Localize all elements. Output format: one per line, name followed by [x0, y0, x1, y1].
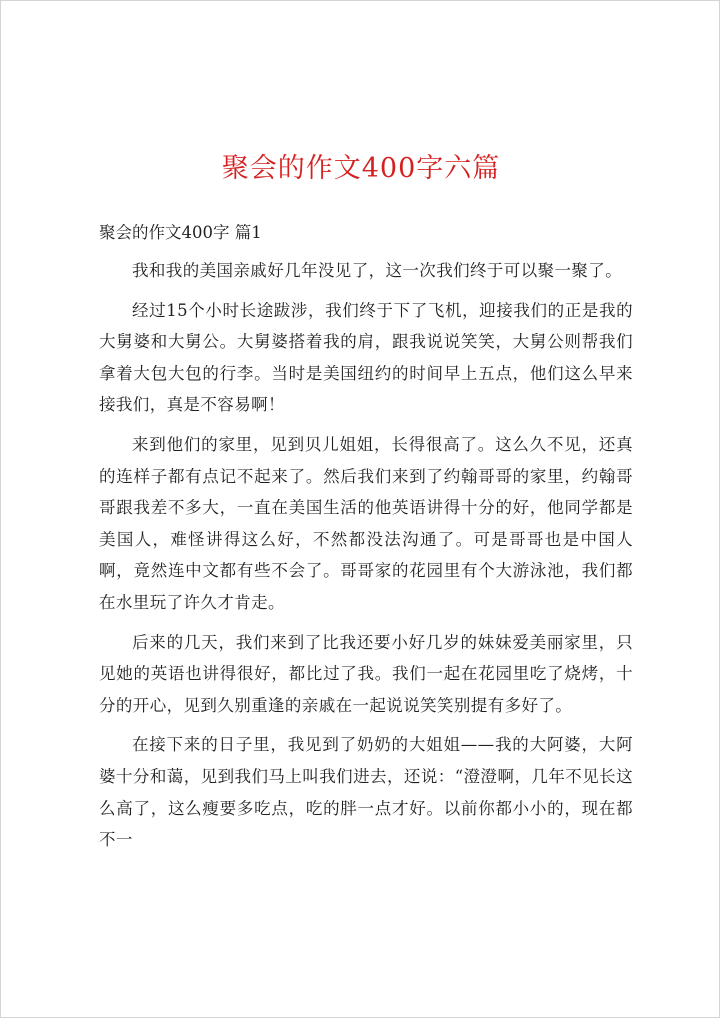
- document-title: 聚会的作文400字六篇: [221, 153, 501, 184]
- paragraph: 我和我的美国亲戚好几年没见了，这一次我们终于可以聚一聚了。: [132, 261, 623, 280]
- article-body: [99, 255, 633, 864]
- paragraph: 后来的几天，我们来到了比我还要小好几岁的妹妹爱美丽家里，只见她的英语也讲得很好，都比过了我。我们一起在花园里吃了烧烤，十分的开心，见到久别重逢的亲戚在一起说说笑笑别提有多好了。: [99, 632, 633, 715]
- paragraph: 在接下来的日子里，我见到了奶奶的大姐姐——我的大阿婆，大阿婆十分和蔼，见到我们马上叫我们进去，还说：“澄澄啊，几年不见长这么高了，这么瘦要多吃点，吃的胖一点才好。以前你都小小的，现在都不一: [99, 735, 633, 850]
- section-heading: 聚会的作文400字 篇1: [99, 223, 262, 242]
- paragraph: 经过15个小时长途跋涉，我们终于下了飞机，迎接我们的正是我的大舅婆和大舅公。大舅婆搭着我的肩，跟我说说笑笑，大舅公则帮我们拿着大包大包的行李。当时是美国纽约的时间早上五点，他们这么早来接我们，真是不容易啊！: [99, 300, 633, 415]
- paragraph: 来到他们的家里，见到贝儿姐姐，长得很高了。这么久不见，还真的连样子都有点记不起来了。然后我们来到了约翰哥哥的家里，约翰哥哥跟我差不多大，一直在美国生活的他英语讲得十分的好，他同学都是美国人，难怪讲得这么好，不然都没法沟通了。可是哥哥也是中国人啊，竟然连中文都有些不会了。哥哥家的花园里有个大游泳池，我们都在水里玩了许久才肯走。: [99, 434, 633, 612]
